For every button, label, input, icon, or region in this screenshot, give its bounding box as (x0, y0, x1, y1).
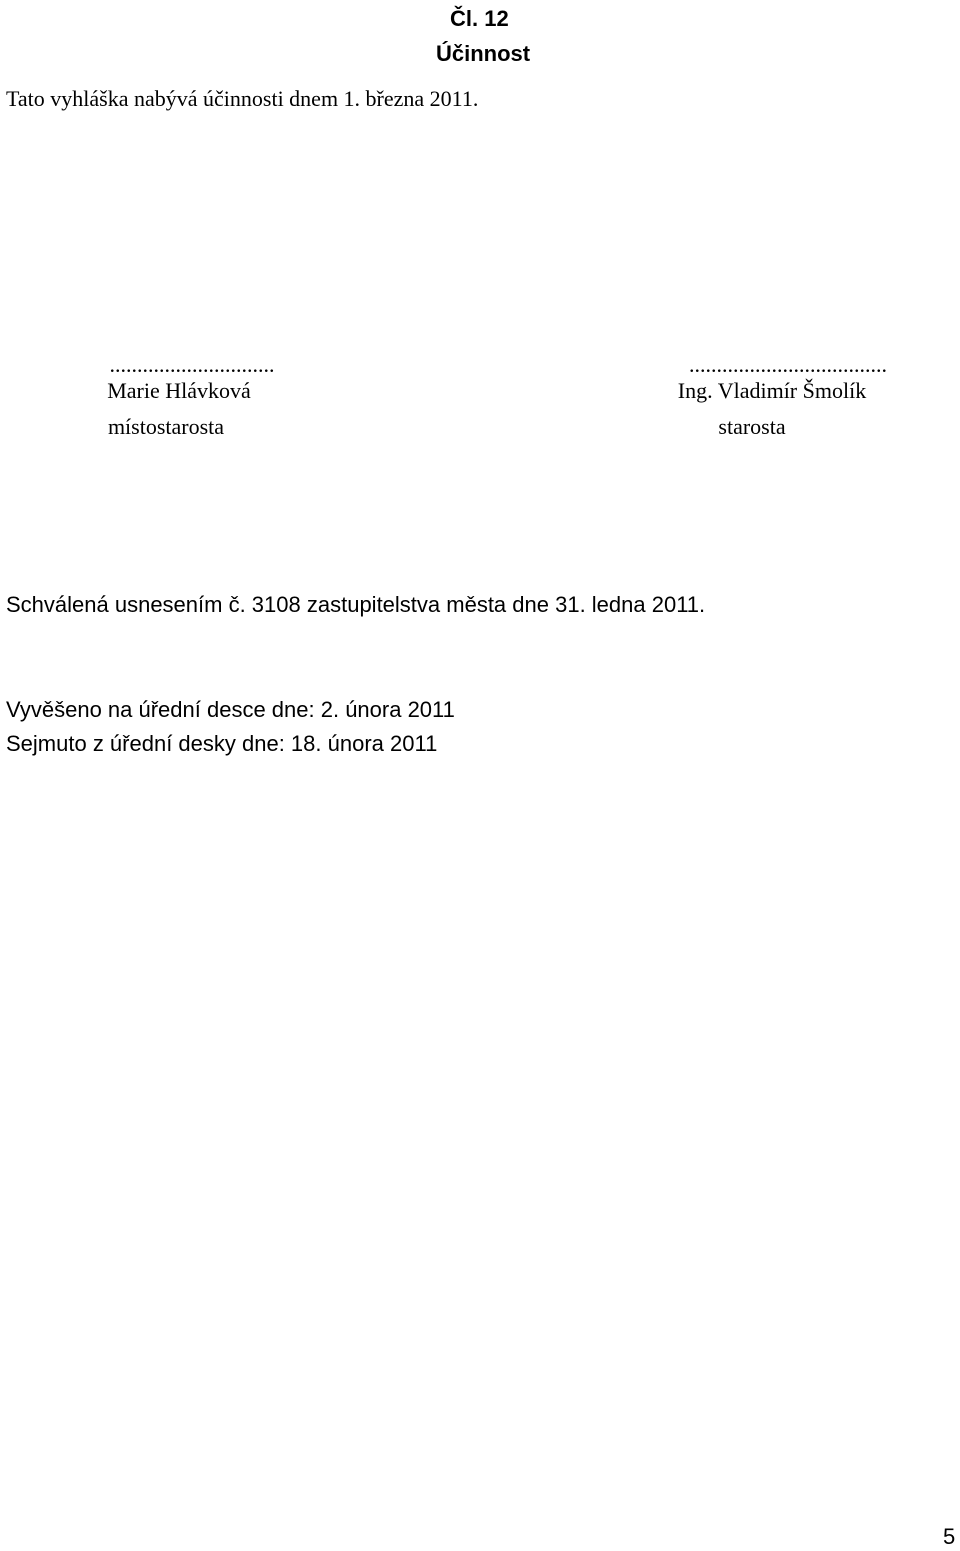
signatory-role: starosta (718, 414, 786, 439)
signature-line: .............................. (109, 352, 275, 377)
effective-date-text: Tato vyhláška nabývá účinnosti dnem 1. března 2011. (6, 86, 479, 111)
signatory-role: místostarosta (107, 414, 225, 439)
signature-block-left (64, 352, 320, 440)
signature-block-right (648, 352, 928, 440)
article-number: Čl. 12 (450, 6, 509, 31)
signature-line: .................................... (689, 352, 887, 377)
article-heading: Účinnost (436, 41, 531, 66)
signatory-name: Marie Hlávková (107, 378, 251, 403)
posted-date-text: Vyvěšeno na úřední desce dne: 2. února 2011 (6, 697, 455, 722)
approval-text: Schválená usnesením č. 3108 zastupitelstva města dne 31. ledna 2011. (6, 592, 706, 617)
signatory-name: Ing. Vladimír Šmolík (677, 378, 867, 403)
page-number: 5 (943, 1524, 956, 1549)
removed-date-text: Sejmuto z úřední desky dne: 18. února 2011 (6, 731, 438, 756)
